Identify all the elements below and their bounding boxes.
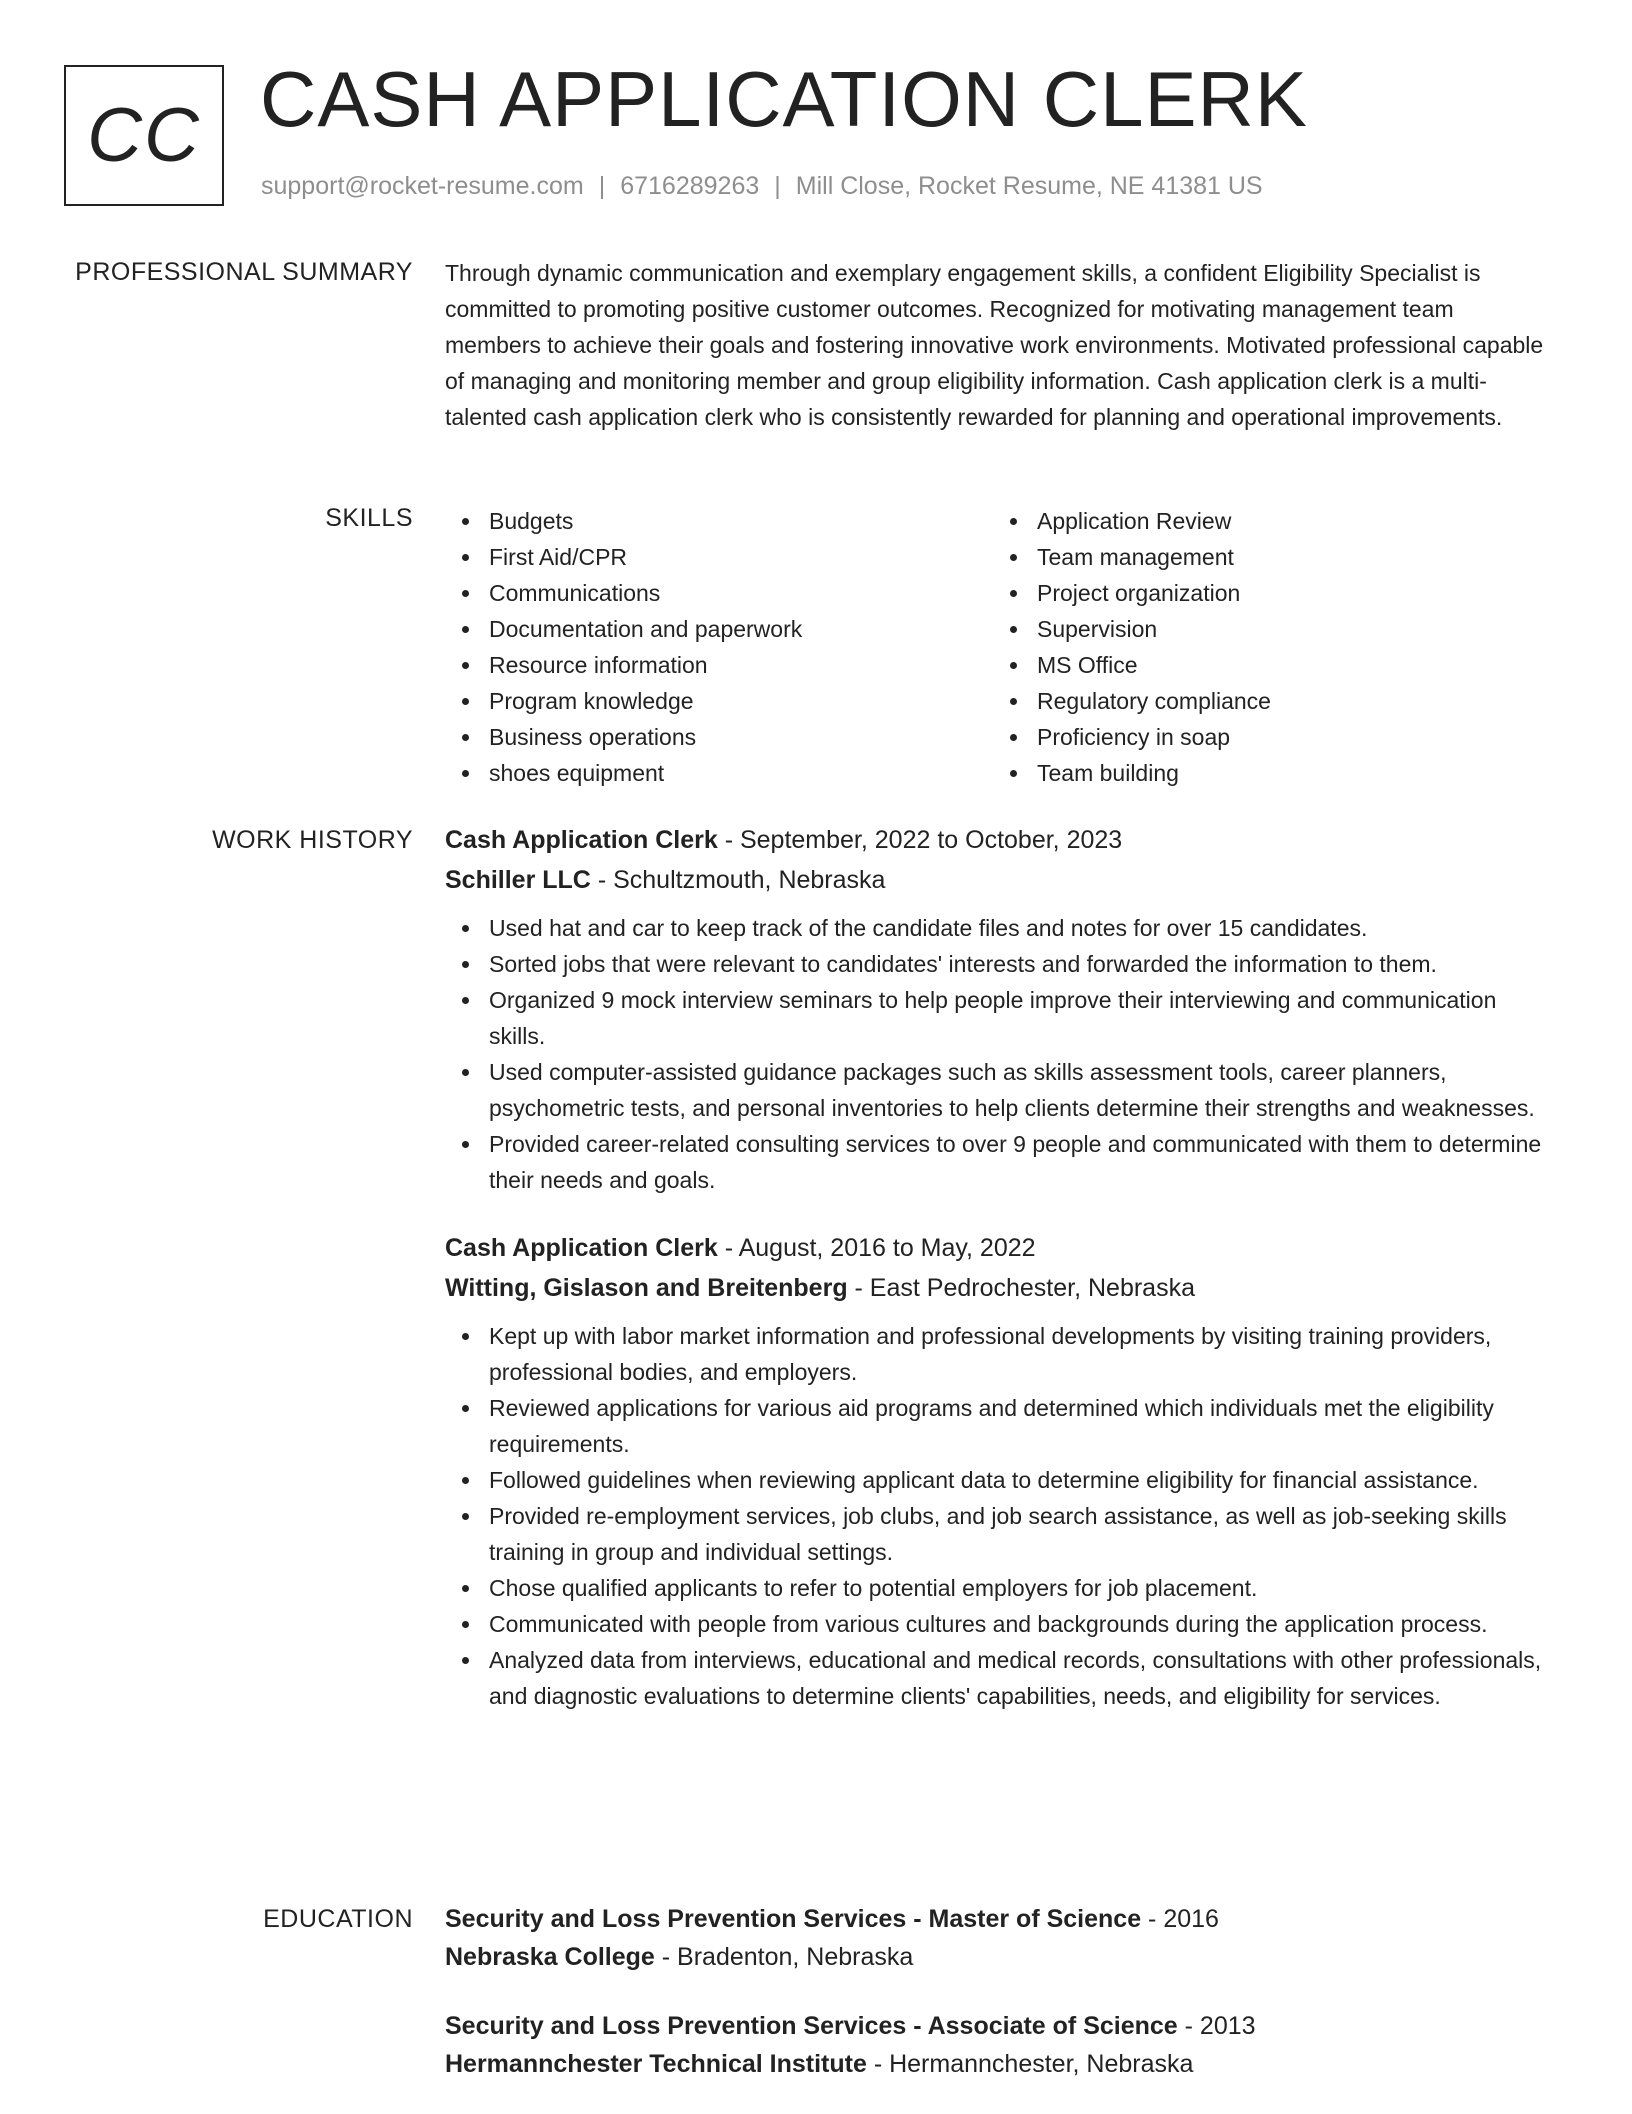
education-degree: Security and Loss Prevention Services - Master of Science <box>445 1905 1142 1933</box>
job-bullet: Used computer-assisted guidance packages such as skills assessment tools, career planners, psychometric tests, and personal inventories to help clients determine their strengths and weaknesses. <box>445 1054 1545 1126</box>
job-bullet-list <box>445 1318 1545 1714</box>
education-year: - 2013 <box>1177 2012 1256 2040</box>
job-entry <box>445 820 1545 1198</box>
job-title: Cash Application Clerk <box>445 826 718 854</box>
job-title: Cash Application Clerk <box>445 1234 718 1262</box>
contact-separator: | <box>774 172 781 200</box>
education-school: Nebraska College <box>445 1943 655 1971</box>
skills-body <box>445 503 1545 791</box>
skill-item: MS Office <box>993 647 1541 683</box>
job-location: - East Pedrochester, Nebraska <box>847 1274 1195 1302</box>
summary-body <box>445 255 1545 435</box>
skill-item: Supervision <box>993 611 1541 647</box>
skill-item: shoes equipment <box>445 755 993 791</box>
work-history-section <box>0 826 1632 1866</box>
job-bullet: Analyzed data from interviews, educational and medical records, consultations with other professionals, and diagnostic evaluations to determine clients' capabilities, needs, and eligibility for services. <box>445 1642 1545 1714</box>
education-school-line <box>445 1938 1545 1976</box>
skill-item: First Aid/CPR <box>445 539 993 575</box>
job-bullet: Kept up with labor market information and professional developments by visiting training providers, professional bodies, and employers. <box>445 1318 1545 1390</box>
job-bullet: Organized 9 mock interview seminars to help people improve their interviewing and communication skills. <box>445 982 1545 1054</box>
contact-phone: 6716289263 <box>620 172 760 200</box>
job-bullet: Provided career-related consulting services to over 9 people and communicated with them to determine their needs and goals. <box>445 1126 1545 1198</box>
education-school-line <box>445 2045 1545 2083</box>
job-bullet: Provided re-employment services, job clubs, and job search assistance, as well as job-seeking skills training in group and individual settings. <box>445 1498 1545 1570</box>
summary-text: Through dynamic communication and exemplary engagement skills, a confident Eligibility Specialist is committed to promoting positive customer outcomes. Recognized for motivating management team members to achieve their goals and fostering innovative work environments. Motivated professional capable of managing and monitoring member and group eligibility information. Cash application clerk is a multi-talented cash application clerk who is consistently rewarded for planning and operational improvements. <box>445 260 1544 430</box>
skill-item: Team management <box>993 539 1541 575</box>
contact-email: support@rocket-resume.com <box>261 172 584 200</box>
education-school: Hermannchester Technical Institute <box>445 2050 867 2078</box>
education-year: - 2016 <box>1141 1905 1219 1933</box>
job-bullet: Sorted jobs that were relevant to candidates' interests and forwarded the information to them. <box>445 946 1545 982</box>
skills-grid <box>445 503 1545 791</box>
skill-item: Project organization <box>993 575 1541 611</box>
skill-item: Communications <box>445 575 993 611</box>
education-section <box>0 1905 1632 2105</box>
monogram-badge: CC <box>64 65 224 206</box>
job-company-line <box>445 1268 1545 1308</box>
job-company: Schiller LLC <box>445 866 591 894</box>
skills-section <box>0 504 1632 804</box>
job-bullet: Chose qualified applicants to refer to potential employers for job placement. <box>445 1570 1545 1606</box>
education-degree: Security and Loss Prevention Services - Associate of Science <box>445 2012 1178 2040</box>
education-heading: EDUCATION <box>263 1905 413 1933</box>
education-entry <box>445 1900 1545 1976</box>
job-dates: - September, 2022 to October, 2023 <box>717 826 1123 854</box>
job-title-line <box>445 820 1545 860</box>
contact-line <box>261 172 1263 201</box>
job-dates: - August, 2016 to May, 2022 <box>717 1234 1036 1262</box>
skills-column-right <box>993 503 1541 791</box>
job-bullet: Reviewed applications for various aid programs and determined which individuals met the eligibility requirements. <box>445 1390 1545 1462</box>
contact-address: Mill Close, Rocket Resume, NE 41381 US <box>795 172 1263 200</box>
job-title-line <box>445 1228 1545 1268</box>
job-entry <box>445 1228 1545 1714</box>
skill-item: Team building <box>993 755 1541 791</box>
candidate-title: CASH APPLICATION CLERK <box>260 55 1308 143</box>
job-bullet: Used hat and car to keep track of the candidate files and notes for over 15 candidates. <box>445 910 1545 946</box>
job-location: - Schultzmouth, Nebraska <box>590 866 886 894</box>
education-location: - Hermannchester, Nebraska <box>866 2050 1194 2078</box>
work-history-heading: WORK HISTORY <box>212 826 413 854</box>
skill-item: Program knowledge <box>445 683 993 719</box>
skills-heading: SKILLS <box>325 504 413 532</box>
summary-heading: PROFESSIONAL SUMMARY <box>75 258 413 286</box>
skill-item: Resource information <box>445 647 993 683</box>
skill-item: Documentation and paperwork <box>445 611 993 647</box>
job-bullet: Followed guidelines when reviewing applicant data to determine eligibility for financial assistance. <box>445 1462 1545 1498</box>
job-company: Witting, Gislason and Breitenberg <box>445 1274 848 1302</box>
education-entry <box>445 2007 1545 2083</box>
skill-item: Regulatory compliance <box>993 683 1541 719</box>
education-degree-line <box>445 1900 1545 1938</box>
job-bullet: Communicated with people from various cultures and backgrounds during the application process. <box>445 1606 1545 1642</box>
work-history-body <box>445 820 1545 1744</box>
skills-column-left <box>445 503 993 791</box>
skill-item: Budgets <box>445 503 993 539</box>
education-degree-line <box>445 2007 1545 2045</box>
education-location: - Bradenton, Nebraska <box>654 1943 914 1971</box>
job-company-line <box>445 860 1545 900</box>
skill-item: Application Review <box>993 503 1541 539</box>
contact-separator: | <box>598 172 606 200</box>
job-bullet-list <box>445 910 1545 1198</box>
skill-item: Proficiency in soap <box>993 719 1541 755</box>
summary-section <box>0 258 1632 478</box>
resume-header <box>64 55 1564 210</box>
skill-item: Business operations <box>445 719 993 755</box>
education-body <box>445 1900 1545 2114</box>
